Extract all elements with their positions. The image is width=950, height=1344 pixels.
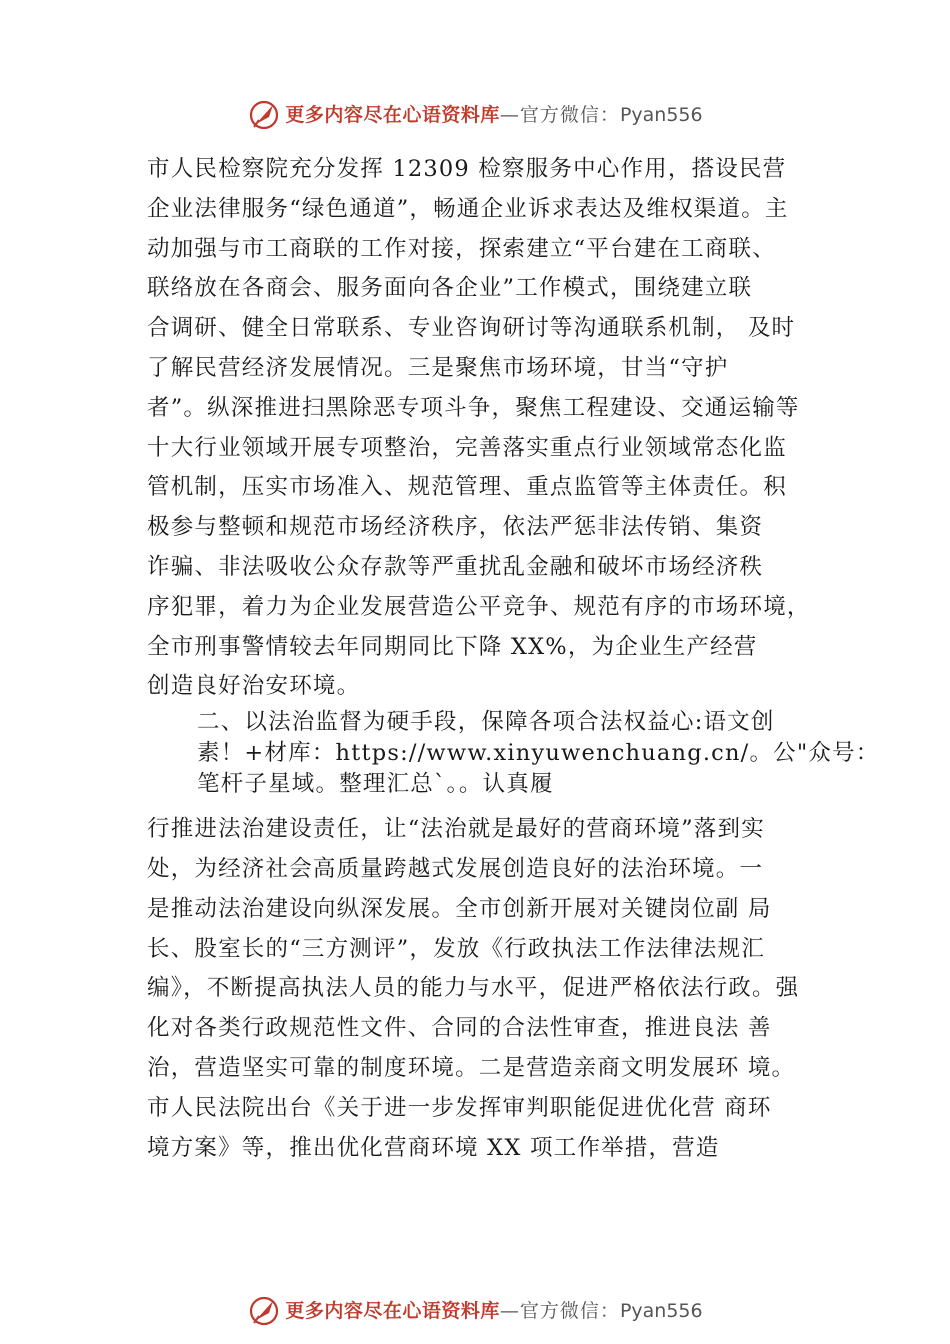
footer-watermark [0, 1294, 950, 1328]
paragraph-line: 长、股室长的“三方测评”，发放《行政执法工作法律法规汇 [147, 935, 765, 962]
header-watermark [0, 98, 950, 132]
paragraph-line: 市人民法院出台《关于进一步发挥审判职能促进优化营 商环 [147, 1094, 772, 1121]
paragraph-line: 市人民检察院充分发挥 12309 检察服务中心作用，搭设民营 [147, 156, 787, 182]
paragraph-line: 全市刑事警情较去年同期同比下降 XX%，为企业生产经营 [147, 633, 758, 660]
paragraph-line: 十大行业领域开展专项整治，完善落实重点行业领域常态化监 [147, 434, 787, 461]
paragraph-line: 联络放在各商会、服务面向各企业”工作模式，围绕建立联 [147, 275, 753, 302]
watermark-wechat-label: 官方微信： [519, 104, 620, 126]
paragraph-line: 管机制，压实市场准入、规范管理、重点监管等主体责任。积 [147, 474, 787, 501]
watermark-wechat-label: 官方微信： [519, 1300, 620, 1322]
paragraph-line: 行推进法治建设责任，让“法治就是最好的营商环境”落到实 [147, 816, 765, 843]
paragraph-line: 了解民营经济发展情况。三是聚焦市场环境，甘当“守护 [147, 354, 729, 381]
section-heading-line: 素！+材库：https://www.xinyuwenchuang.cn/。公"众号： [197, 740, 880, 767]
paragraph-line: 化对各类行政规范性文件、合同的合法性审查，推进良法 善 [147, 1015, 772, 1042]
paragraph-line: 编》，不断提高执法人员的能力与水平，促进严格依法行政。强 [147, 975, 800, 1002]
watermark-dash: — [499, 104, 520, 126]
paragraph-line: 治，营造坚实可靠的制度环境。二是营造亲商文明发展环 境。 [147, 1054, 796, 1081]
paragraph-line: 诈骗、非法吸收公众存款等严重扰乱金融和破坏市场经济秩 [147, 553, 764, 580]
paragraph-line: 极参与整顿和规范市场经济秩序，依法严惩非法传销、集资 [147, 514, 764, 541]
paragraph-line: 是推动法治建设向纵深发展。全市创新开展对关键岗位副 局 [147, 895, 772, 922]
watermark-wechat-id: Pyan556 [619, 1300, 703, 1322]
paragraph-line: 者”。纵深推进扫黑除恶专项斗争，聚焦工程建设、交通运输等 [147, 394, 800, 421]
watermark-prefix: 更多内容尽在心语资料库 [285, 1300, 500, 1322]
paragraph-line: 境方案》等，推出优化营商环境 XX 项工作举措，营造 [147, 1134, 720, 1161]
section-heading-line: 笔杆子星域。整理汇总`。。认真履 [197, 771, 554, 798]
watermark-dash: — [499, 1300, 520, 1322]
paragraph-line: 动加强与市工商联的工作对接，探索建立“平台建在工商联、 [147, 235, 776, 262]
paragraph-line: 合调研、健全日常联系、专业咨询研讨等沟通联系机制， 及时 [147, 315, 796, 342]
watermark-wechat-id: Pyan556 [619, 104, 703, 126]
paragraph-line: 处，为经济社会高质量跨越式发展创造良好的法治环境。一 [147, 855, 764, 882]
quill-logo-icon [247, 1294, 281, 1328]
paragraph-line: 序犯罪，着力为企业发展营造公平竞争、规范有序的市场环境， [147, 593, 811, 620]
paragraph-line: 创造良好治安环境。 [147, 673, 361, 700]
document-body [147, 150, 880, 1168]
watermark-prefix: 更多内容尽在心语资料库 [285, 104, 500, 126]
paragraph-line: 企业法律服务“绿色通道”，畅通企业诉求表达及维权渠道。主 [147, 195, 789, 222]
section-heading-line: 二、以法治监督为硬手段，保障各项合法权益心:语文创 [197, 709, 775, 736]
quill-logo-icon [247, 98, 281, 132]
